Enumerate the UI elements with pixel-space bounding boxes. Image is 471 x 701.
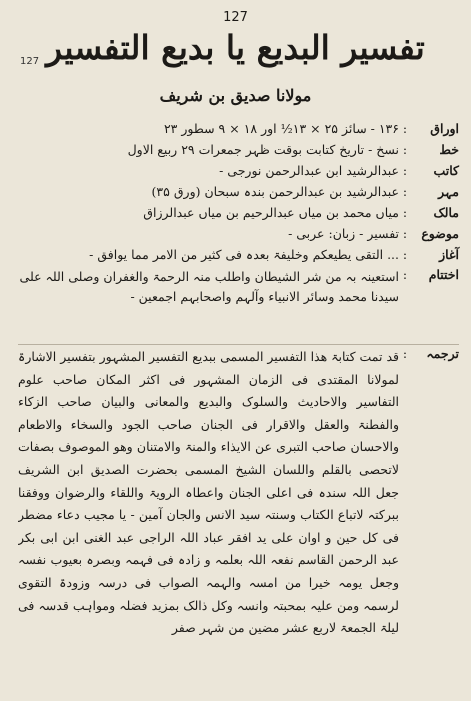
meta-label: آغاز [439,247,459,262]
side-page-number: 127 [20,56,40,67]
meta-row-aghaz: آغاز : ... التقی یطیعکم وخلیفۃ بعدہ فی کثیر من الامر مما یوافق - [18,244,459,265]
meta-label: خط [439,142,459,157]
tarjama-section: ترجمہ : قد تمت کتابۃ ھذا التفسیر المسمی ببدیع التفسیر المشہور بتفسیر الاشارۃ لمولانا المقتدی فی الزمان المشہور فی اکثر المکان صاحب علوم التفاسیر والاحادیث والسلوک والبدیع والمعانی والبیان صاحب الزکاء والفطنۃ والعقل والاقرار فی الجنان صاحب الجود والسخاء والاطعام والاحسان صاحب التبری عن الایذاء والمنۃ والامتنان وھو الموصوف بصفات لاتحصی بالقلم واللسان الشیخ المسمی بحضرت الصدیق ابن الشریف جعل اللہ سندہ فی اعلی الجنان واعطاہ الرویۃ واللقاء والرضوان ووفقنا ببرکتہ لاتباع الکتاب وسنتہ سید الانس والجان آمین - یا مجیب دعاء مضطر فی کل حین و اوان علی ید افقر عباد اللہ الراجی عبد الغنی ابن ابی بکر عبد الرحمن القاسم نفعہ اللہ بعلمہ و زادہ فی فہمہ وبصرہ بعیوب نفسہ وجعل یومہ خیرا من امسہ والہمہ الصواب فی درسہ وزودۃ التقوی لرسمہ ومن علیہ بمحبتہ وانسہ وکل ذالک بمزید فضلہ ومواہب قدسہ فی لیلۃ الجمعۃ لاربع عشر مضین من شہر صفر [18,346,459,640]
tarjama-text: قد تمت کتابۃ ھذا التفسیر المسمی ببدیع التفسیر المشہور بتفسیر الاشارۃ لمولانا المقتدی فی الزمان المشہور فی اکثر المکان صاحب علوم التفاسیر والاحادیث والسلوک والبدیع والمعانی والبیان صاحب الزکاء والفطنۃ والعقل والاقرار فی الجنان صاحب الجود والسخاء والاطعام والاحسان صاحب التبری عن الایذاء والمنۃ والامتنان وھو الموصوف بصفات لاتحصی بالقلم واللسان الشیخ المسمی بحضرت الصدیق ابن الشریف جعل اللہ سندہ فی اعلی الجنان واعطاہ الرویۃ واللقاء والرضوان ووفقنا ببرکتہ لاتباع الکتاب وسنتہ سید الانس والجان آمین - یا مجیب دعاء مضطر فی کل حین و اوان علی ید افقر عباد اللہ الراجی عبد الغنی ابن ابی بکر عبد الرحمن القاسم نفعہ اللہ بعلمہ و زادہ فی فہمہ وبصرہ بعیوب نفسہ وجعل یومہ خیرا من امسہ والہمہ الصواب فی درسہ وزودۃ التقوی لرسمہ ومن علیہ بمحبتہ وانسہ وکل ذالک بمزید فضلہ ومواہب قدسہ فی لیلۃ الجمعۃ لاربع عشر مضین من شہر صفر [18,349,399,636]
meta-row-khat: خط : نسخ - تاریخ کتابت بوقت ظہر جمعرات ۲۹ ربیع الاول [18,139,459,160]
meta-row-katib: کاتب : عبدالرشید ابن عبدالرحمن نورجی - [18,160,459,181]
meta-label: اوراق [430,121,459,136]
meta-value: ... التقی یطیعکم وخلیفۃ بعدہ فی کثیر من الامر مما یوافق - [89,247,399,262]
metadata-section [18,118,459,307]
meta-row-mawzu: موضوع : تفسیر - زبان: عربی - [18,223,459,244]
meta-row-ikhtitam: اختتام : استعینہ بہ من شر الشیطان واطلب منہ الرحمۃ والغفران وصلی اللہ علی سیدنا محمد وسائر الانبیاء وآلہم واصحابہم اجمعین - [18,267,459,307]
section-divider [18,344,459,345]
meta-value: ۱۳۶ - سائز ۲۵ × ۱۳½ اور ۱۸ × ۹ سطور ۲۳ [163,121,399,136]
tarjama-label: ترجمہ [426,346,459,361]
meta-label: مالک [433,205,459,220]
meta-value: عبدالرشید بن عبدالرحمن بندہ سبحان (ورق ۳۵) [151,184,399,199]
author-name: مولانا صدیق بن شریف [159,86,312,105]
page-number: 127 [223,10,248,25]
meta-label: کاتب [433,163,459,178]
meta-value: تفسیر - زبان: عربی - [288,226,399,241]
meta-row-malik: مالک : میاں محمد بن میاں عبدالرحیم بن میاں عبدالرزاق [18,202,459,223]
meta-row-awraq: اوراق : ۱۳۶ - سائز ۲۵ × ۱۳½ اور ۱۸ × ۹ سطور ۲۳ [18,118,459,139]
meta-label: موضوع [421,226,459,241]
meta-row-muhr: مہر : عبدالرشید بن عبدالرحمن بندہ سبحان (ورق ۳۵) [18,181,459,202]
meta-label: مہر [438,184,459,199]
manuscript-title: تفسیر البدیع یا بدیع التفسیر [46,28,425,67]
meta-label: اختتام [428,267,459,282]
meta-value: میاں محمد بن میاں عبدالرحیم بن میاں عبدالرزاق [143,205,399,220]
meta-value: عبدالرشید ابن عبدالرحمن نورجی - [219,163,399,178]
meta-value: استعینہ بہ من شر الشیطان واطلب منہ الرحمۃ والغفران وصلی اللہ علی سیدنا محمد وسائر الانبیاء وآلہم واصحابہم اجمعین - [19,269,399,304]
meta-value: نسخ - تاریخ کتابت بوقت ظہر جمعرات ۲۹ ربیع الاول [127,142,399,157]
